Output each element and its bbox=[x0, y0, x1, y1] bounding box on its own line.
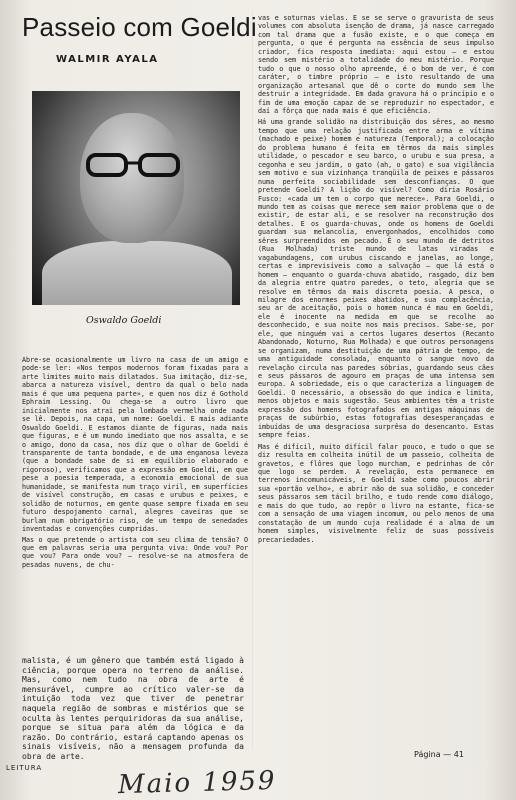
portrait-shirt bbox=[42, 241, 232, 305]
article-title: Passeio com Goeldi bbox=[22, 12, 257, 42]
right-paragraph-3: Mas é difícil, muito difícil falar pouco, e tudo o que se diz resulta em colheita inútil de um passeio, colheita de gravetos, e flôres que logo murcham, e pedrinhas de côr que logo se perdem. A revelação, esta permanece em terrenos incomunicáveis, e Goeldi sabe como poucos abrir sua «portão velho», e abrir não de sua solidão, e conceder seus pássaros sem tácil brilho, e tudo rende como diálogo, e mais do que tudo, ao repôr o livro na estante, fica-se com a sensação de uma viagem incomum, ou pelo menos de uma constatação de um mundo cuja realidade é a alma de um homem simples, visivelmente feliz de suas possíveis precariedades. bbox=[258, 442, 494, 544]
handwritten-date: Maio 1959 bbox=[117, 765, 277, 800]
bottom-left-column bbox=[22, 656, 244, 762]
magazine-name: LEITURA bbox=[6, 764, 43, 772]
bottom-paragraph: malista, é um gênero que também está ligado à ciência, porque opera no terreno da análise. Mas, como nem tudo na obra de arte é mensurável, cumpre ao crítico valer-se da intuição toda vez que tiver de penetrar naquela região de sombras e mistérios que se oculta às lentes perquiridoras da sua análise, porque se situa para além da lógica e da razão. Do contrário, estará captando apenas os sinais visíveis, não a mensagem profunda da obra de arte. bbox=[22, 656, 244, 761]
right-paragraph-1: vas e soturnas vielas. E se se serve o gravurista de seus volumes com absoluta isenção de drama, já nasce carregado com tal drama que a fusão existe, e o que começa em pergunta, o que é pergunta na essência de seus impulso criador, fica resposta imediata: aqui estou — e estou sendo sem mistério a totalidade do meu mistério. Porque tudo o que o nosso olho apreende, é o bom de ver, é com caráter, o timbre próprio — e isto resultando de uma organização artesanal que dê o corte do mundo sem lhe destruir a integridade. Em dada gravura há o princípio e o fim de uma emoção capaz de se reproduzir no espectador, e daí a fôrça que nada mais é que eficiência. bbox=[258, 14, 494, 115]
page-number: Página — 41 bbox=[414, 750, 464, 759]
column-divider bbox=[252, 10, 253, 750]
photo-caption: Oswaldo Goeldi bbox=[86, 315, 162, 326]
left-paragraph-2: Mas o que pretende o artista com seu clima de tensão? O que em palavras seria uma pergunta viva: Onde vou? Por que vou? Para onde vou? — resolve-se na atmosfera de pesadas nuvens, de chu- bbox=[22, 535, 248, 569]
right-paragraph-2: Há uma grande solidão na distribuição dos sêres, ao mesmo tempo que uma relação justificada entre arma e vítima (machado e peixe) homem e natureza (Temporal); a colocação do problema humano é feita em têrmos da mais simples utilidade, o pescador e seu barco, o urubu e sua presa, a cegonha e seu jardim, o gato (ah, o gato) e sua vigilância sem motivo e sua vizinhança tranqüila de peixes e pássaros numa perfeita sociabilidade sem desconfianças. O que pretende Goeldi? A lição do visível? Como diria Rosário Fusco: «cada um tem o corpo que merece». Para Goeldi, o mundo tem as coisas que merece sem maior problema que o de existir, de estar ali, e se resolver na reconstrução dos detalhes. E os guarda-chuvas, onde os homens de Goeldi guardam sua melancolia, envergonhados, encolhidos como sêres surpreendidos em pecado. É o seu mundo de detritos (Rua Molhada) triste mundo de latas viradas e vagabundagens, com urubus ciscando e janelas, ao longe, certas e imprevisíveis como a salvação — que lá está o homem — enquanto o guarda-chuva abatido, rasgado, diz bem da alegria entre quatro paredes, o teto, alegria que se resolve em têrmos da mais discreta poesia. A pesca, o milagre dos enormes peixes abatidos, e sua complacência, seu ar de aceitação, pois o homem nunca é mau em Goeldi, ele é inocente na medida em que se recolhe ao desconhecido, e sua noite nos mais precisos. Sabe-se, por ele, que ninguém vai a certos lugares desertos (Recanto Abandonado, Noturno, Rua Molhada) e que outros personagens se organizam, numa destituição de uma pátria de tempo, de uma antiguidade consolada, enquanto o sangue novo da revelação circula nas paredes sóbrias, guardando seus cães e seus pássaros de agouro em praças de uma intensa sem europa. A sobriedade, eis o que caracteriza a linguagem de Goeldi. O necessário, a obsessão do que indica e limita, menos objetos e mais sugestão. Seus ambientes têm a triste expressão dos homens fotografados em antigas máquinas de praças de subúrbio, estas fotografias desesperançadas e imbuídas de uma desgraciosa surprêsa do desencanto. Estas sempre feias. bbox=[258, 118, 494, 440]
right-column bbox=[258, 14, 494, 547]
left-column bbox=[22, 12, 257, 569]
glasses-icon bbox=[84, 153, 184, 177]
left-paragraph-1: Abre-se ocasionalmente um livro na casa de um amigo e pode-se ler: «Nos tempos modernos foram fixadas para a arte limites muito mais dilatados. Sua imitação, diz-se, abarca a natureza visível, dentro da qual o belo nada mais é que uma pequena parte», e quem nos diz é Gothold Ephraim Lessing. Ou chega-se a outro livro que inicialmente nos atrai pela lombada vermelha onde nada se lê. Depois, na capa, um nome: Goeldi. E mais adiante Oswaldo Goeldi. E estamos diante de figuras, nada mais que figuras, e é um mundo imediato que nos assalta, e se o amigo, dono da casa, nos diz que o olhar de Goeldi é transparente de tanta bondade, e de uma enganosa leveza (que a bondade sabe de si em equilíbrio elaborado e rigoroso), verificamos que a expressão em Goeldi, em que pese a poesia temperada, a economia emocional de sua humanidade, se manifesta num traço viril, em superfícies de visível construção, em casas e urubus e peixes, e solidão de noturnos, em gente quase sempre fixada em seu futuro despojamento carnal, alegres caveiras que se burlam num obrigatório riso, de um tempo de senedades inventadas e convenções cumpridas. bbox=[22, 356, 248, 534]
portrait-head bbox=[80, 113, 184, 243]
article-author: WALMIR AYALA bbox=[56, 54, 159, 65]
author-portrait-photo bbox=[32, 91, 240, 305]
